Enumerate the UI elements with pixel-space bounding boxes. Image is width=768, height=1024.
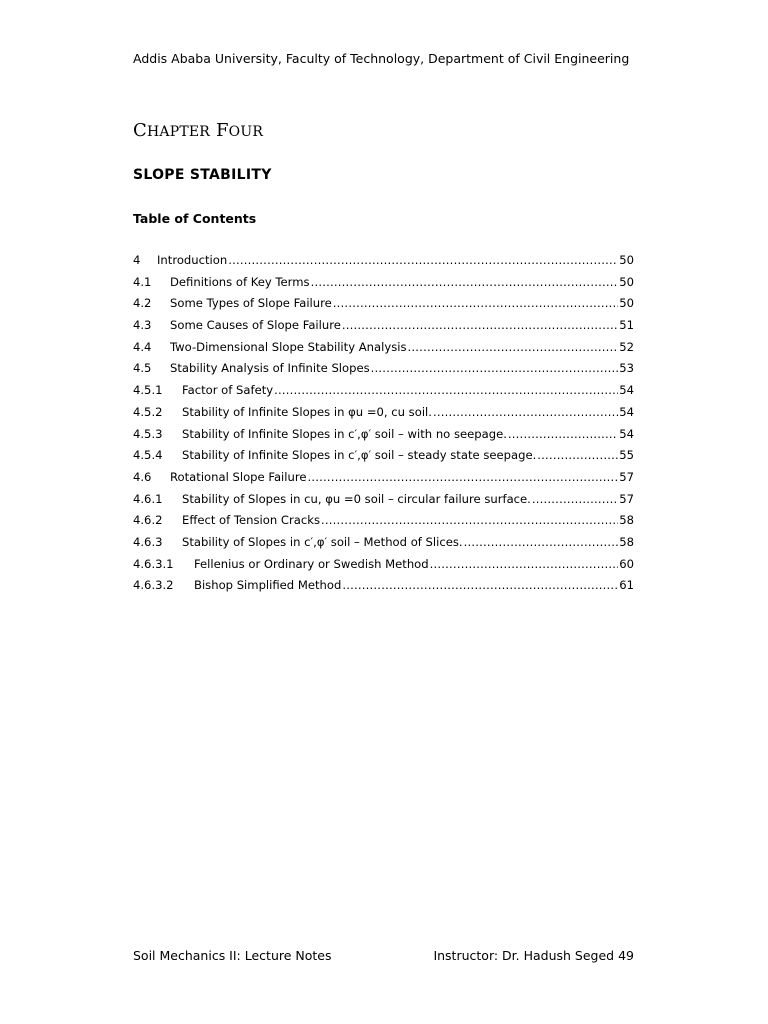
toc-entry-page: 50 bbox=[619, 274, 634, 289]
toc-entry[interactable] bbox=[133, 427, 634, 449]
toc-entry-title: Stability of Slopes in c′,φ′ soil – Method of Slices. bbox=[182, 534, 463, 549]
toc-entry-page: 52 bbox=[619, 339, 634, 354]
toc-entry-page: 57 bbox=[619, 469, 634, 484]
toc-heading: Table of Contents bbox=[133, 211, 257, 226]
table-of-contents bbox=[133, 253, 634, 600]
toc-entry[interactable] bbox=[133, 492, 634, 514]
toc-entry-number: 4.5.3 bbox=[133, 426, 163, 441]
toc-entry-title: Rotational Slope Failure bbox=[170, 469, 307, 484]
toc-dot-leader bbox=[333, 296, 618, 310]
toc-dot-leader bbox=[321, 513, 618, 527]
toc-entry-page: 61 bbox=[619, 578, 634, 593]
toc-entry-number: 4.6 bbox=[133, 469, 152, 484]
toc-entry-number: 4.5.4 bbox=[133, 448, 163, 463]
toc-entry[interactable] bbox=[133, 470, 634, 492]
toc-entry-page: 54 bbox=[619, 383, 634, 398]
toc-dot-leader bbox=[464, 535, 619, 549]
toc-entry-page: 55 bbox=[619, 448, 634, 463]
toc-entry-page: 58 bbox=[619, 534, 634, 549]
toc-entry-number: 4.6.3.1 bbox=[133, 556, 174, 571]
toc-entry[interactable] bbox=[133, 275, 634, 297]
toc-entry-page: 53 bbox=[619, 361, 634, 376]
toc-entry[interactable] bbox=[133, 405, 634, 427]
toc-entry-title: Fellenius or Ordinary or Swedish Method bbox=[194, 556, 429, 571]
toc-entry-number: 4.2 bbox=[133, 296, 152, 311]
chapter-word-rest-1: HAPTER bbox=[146, 124, 211, 140]
toc-entry-number: 4.5.1 bbox=[133, 383, 163, 398]
chapter-subtitle: SLOPE STABILITY bbox=[133, 167, 272, 183]
toc-entry-number: 4.6.3.2 bbox=[133, 578, 174, 593]
toc-dot-leader bbox=[532, 492, 618, 506]
toc-entry-title: Some Causes of Slope Failure bbox=[170, 318, 341, 333]
toc-entry-page: 57 bbox=[619, 491, 634, 506]
toc-entry-title: Stability of Slopes in cu, φu =0 soil – circular failure surface. bbox=[182, 491, 531, 506]
toc-entry[interactable] bbox=[133, 513, 634, 535]
toc-entry-number: 4.4 bbox=[133, 339, 152, 354]
toc-dot-leader bbox=[408, 340, 619, 354]
toc-entry-title: Stability of Infinite Slopes in c′,φ′ soil – steady state seepage. bbox=[182, 448, 537, 463]
chapter-word-rest-2: OUR bbox=[228, 124, 264, 140]
footer-course: Soil Mechanics II: Lecture Notes bbox=[133, 948, 332, 963]
chapter-initial-f: F bbox=[215, 120, 229, 141]
toc-entry[interactable] bbox=[133, 557, 634, 579]
toc-entry-title: Two-Dimensional Slope Stability Analysis bbox=[170, 339, 407, 354]
toc-entry[interactable] bbox=[133, 383, 634, 405]
toc-entry-title: Factor of Safety bbox=[182, 383, 274, 398]
toc-entry-page: 50 bbox=[619, 296, 634, 311]
toc-entry[interactable] bbox=[133, 318, 634, 340]
toc-entry-title: Definitions of Key Terms bbox=[170, 274, 310, 289]
toc-entry[interactable] bbox=[133, 535, 634, 557]
toc-dot-leader bbox=[537, 448, 618, 462]
toc-entry-number: 4.6.1 bbox=[133, 491, 163, 506]
toc-entry-page: 51 bbox=[619, 318, 634, 333]
toc-entry-number: 4 bbox=[133, 253, 141, 267]
toc-entry-page: 54 bbox=[619, 404, 634, 419]
toc-entry-number: 4.3 bbox=[133, 318, 152, 333]
chapter-initial-c: C bbox=[133, 120, 147, 141]
toc-entry-title: Stability of Infinite Slopes in c′,φ′ soil – with no seepage. bbox=[182, 426, 507, 441]
toc-entry-title: Introduction bbox=[157, 253, 228, 267]
toc-entry[interactable] bbox=[133, 340, 634, 362]
toc-dot-leader bbox=[342, 318, 618, 332]
toc-entry-number: 4.6.3 bbox=[133, 534, 163, 549]
toc-entry[interactable] bbox=[133, 296, 634, 318]
toc-entry[interactable] bbox=[133, 448, 634, 470]
toc-entry-number: 4.5 bbox=[133, 361, 152, 376]
toc-entry-number: 4.6.2 bbox=[133, 513, 163, 528]
toc-dot-leader bbox=[508, 427, 618, 441]
toc-entry[interactable] bbox=[133, 253, 634, 275]
toc-entry-page: 50 bbox=[619, 253, 634, 267]
toc-entry-page: 54 bbox=[619, 426, 634, 441]
toc-entry-page: 58 bbox=[619, 513, 634, 528]
toc-entry[interactable] bbox=[133, 578, 634, 600]
toc-dot-leader bbox=[433, 405, 618, 419]
footer-instructor-page: Instructor: Dr. Hadush Seged 49 bbox=[433, 948, 634, 963]
toc-dot-leader bbox=[228, 253, 618, 267]
toc-dot-leader bbox=[311, 275, 619, 289]
toc-dot-leader bbox=[308, 470, 619, 484]
toc-entry-number: 4.5.2 bbox=[133, 404, 163, 419]
page-header: Addis Ababa University, Faculty of Technology, Department of Civil Engineering bbox=[133, 51, 630, 66]
toc-entry-title: Bishop Simplified Method bbox=[194, 578, 342, 593]
toc-entry-number: 4.1 bbox=[133, 274, 152, 289]
toc-entry-title: Some Types of Slope Failure bbox=[170, 296, 332, 311]
toc-entry-title: Stability Analysis of Infinite Slopes bbox=[170, 361, 370, 376]
toc-dot-leader bbox=[274, 383, 618, 397]
toc-dot-leader bbox=[342, 578, 618, 592]
toc-entry-title: Effect of Tension Cracks bbox=[182, 513, 320, 528]
toc-entry-page: 60 bbox=[619, 556, 634, 571]
toc-entry[interactable] bbox=[133, 361, 634, 383]
toc-dot-leader bbox=[430, 557, 619, 571]
toc-entry-title: Stability of Infinite Slopes in φu =0, cu soil. bbox=[182, 404, 432, 419]
chapter-title bbox=[133, 120, 263, 141]
toc-dot-leader bbox=[371, 361, 619, 375]
